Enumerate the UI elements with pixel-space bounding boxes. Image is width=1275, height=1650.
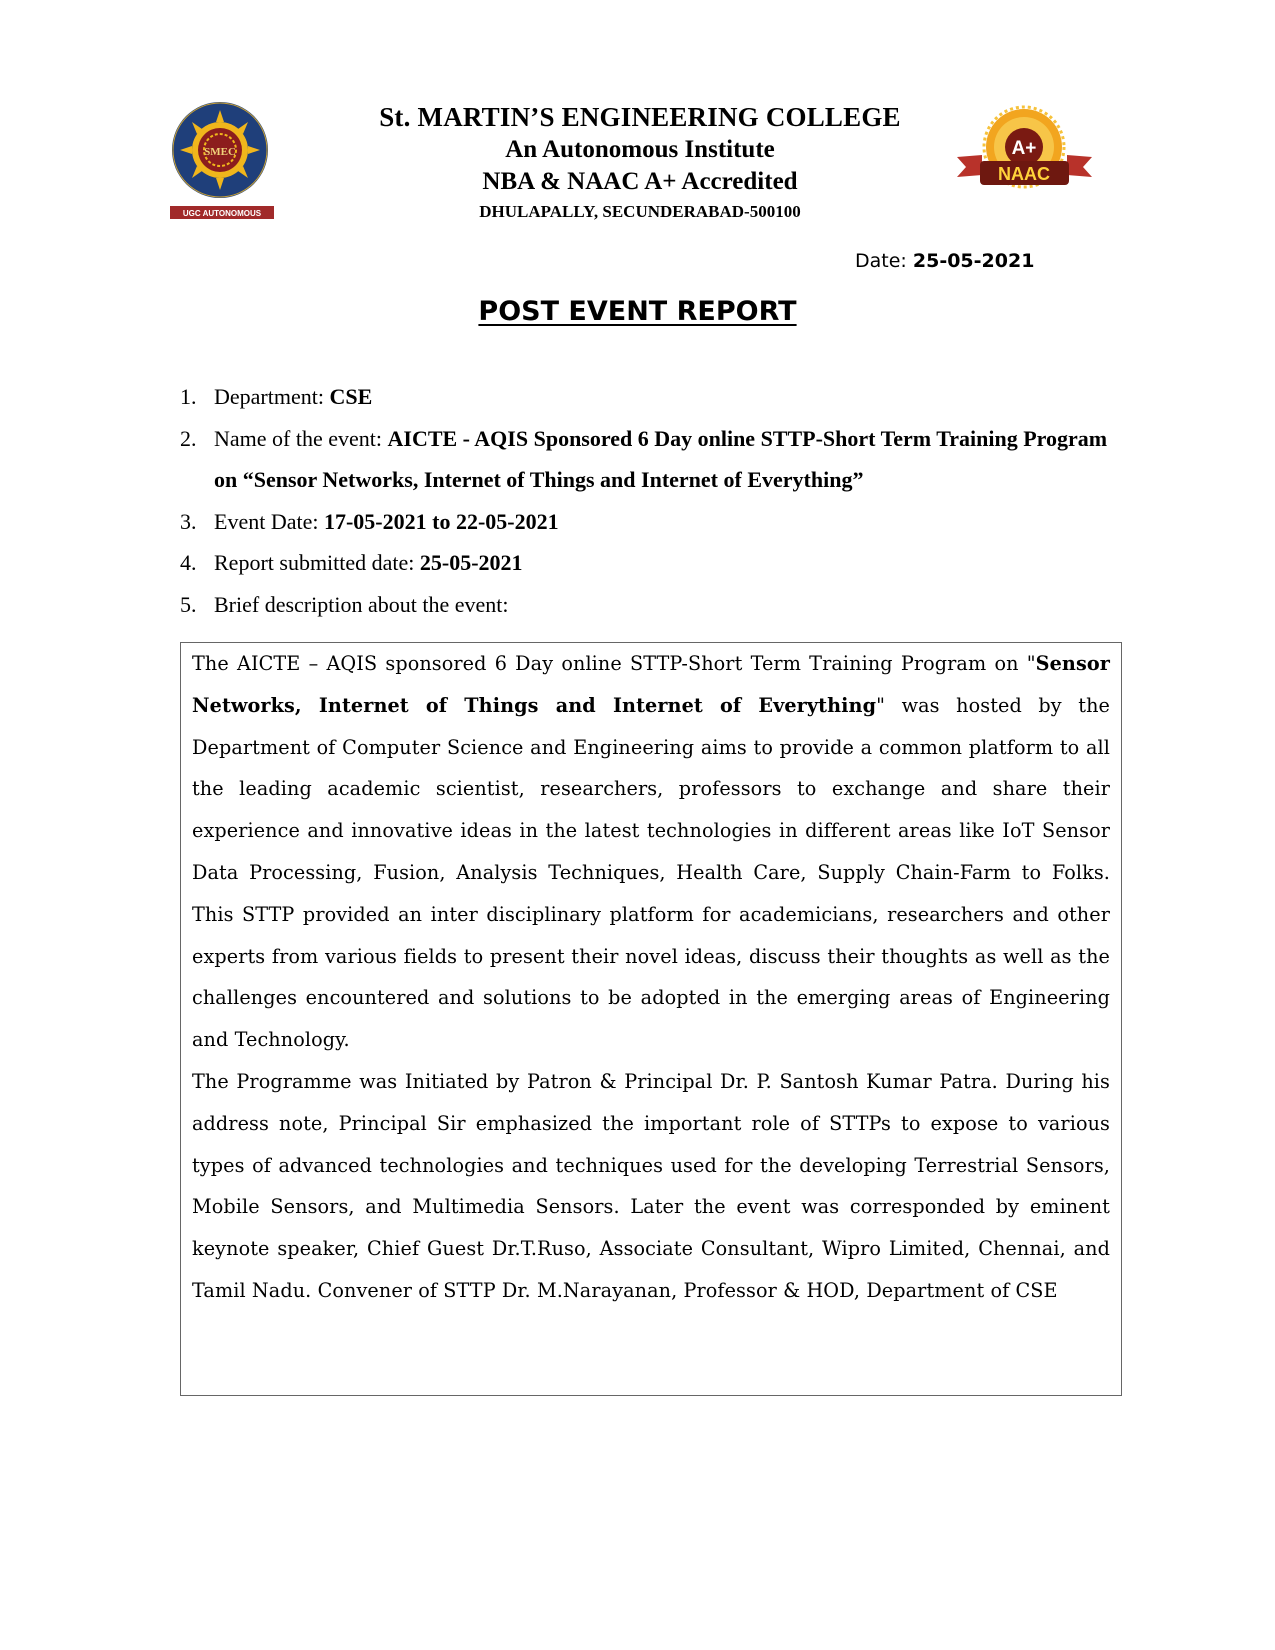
item-number: 4. — [180, 550, 197, 575]
desc-text: The AICTE – AQIS sponsored 6 Day online STTP-Short Term Training Program on " — [192, 652, 1036, 675]
logo-banner-text: UGC AUTONOMOUS — [182, 209, 262, 218]
desc-bold-title: Sensor Networks, Internet of Things and Internet of Everything — [192, 652, 1110, 717]
desc-text: " was hosted by the Department of Computer Science and Engineering aims to provide a common platform to all the leading academic scientist, researchers, professors to exchange and share their experience and innovative ideas in the latest technologies in different areas like IoT Sensor Data Processing, Fusion, Analysis Techniques, Health Care, Supply Chain-Farm to Folks. This STTP provided an inter disciplinary platform for academicians, researchers and other experts from various fields to present their novel ideas, discuss their thoughts as well as the challenges encountered and solutions to be adopted in the emerging areas of Engineering and Technology. — [192, 693, 1111, 1052]
list-item-event-name — [180, 418, 1110, 501]
logo-monogram: SMEC — [204, 146, 236, 158]
item-label: Department: — [214, 384, 330, 409]
item-number: 5. — [180, 591, 197, 617]
list-item-report-date — [180, 542, 1110, 584]
report-title-text: POST EVENT REPORT — [478, 296, 797, 327]
item-number: 1. — [180, 384, 197, 409]
page-title — [0, 296, 1275, 327]
description-paragraph-1 — [192, 643, 1110, 1061]
item-label: Event Date: — [214, 508, 324, 534]
letterhead — [0, 100, 1275, 230]
item-value: 25-05-2021 — [419, 550, 523, 575]
item-value: 17-05-2021 to 22-05-2021 — [323, 508, 559, 534]
description-paragraph-2: The Programme was Initiated by Patron & Principal Dr. P. Santosh Kumar Patra. During his address note, Principal Sir emphasized the important role of STTPs to expose to various types of advanced technologies and techniques used for the developing Terrestrial Sensors, Mobile Sensors, and Multimedia Sensors. Later the event was corresponded by eminent keynote speaker, Chief Guest Dr.T.Ruso, Associate Consultant, Wipro Limited, Chennai, and Tamil Nadu. Convener of STTP Dr. M.Narayanan, Professor & HOD, Department of CSE — [192, 1069, 1110, 1302]
naac-seal-icon — [952, 105, 1097, 200]
date-value: 25-05-2021 — [912, 250, 1035, 272]
event-details-list — [180, 376, 1110, 625]
naac-ribbon-text: NAAC — [998, 164, 1050, 184]
college-address: DHULAPALLY, SECUNDERABAD-500100 — [479, 202, 801, 221]
naac-logo — [952, 105, 1097, 200]
list-item-event-date — [180, 501, 1110, 543]
college-name: St. MARTIN’S ENGINEERING COLLEGE — [379, 102, 901, 132]
college-info — [330, 100, 950, 224]
report-date — [855, 250, 1034, 272]
item-number: 3. — [180, 508, 197, 534]
item-number: 2. — [180, 425, 197, 451]
item-label: Brief description about the event: — [214, 591, 509, 617]
college-accreditation: NBA & NAAC A+ Accredited — [482, 168, 798, 195]
naac-grade: A+ — [1011, 138, 1037, 159]
item-value: CSE — [329, 384, 373, 409]
college-emblem-icon — [168, 100, 278, 225]
item-value: AICTE - AQIS Sponsored 6 Day online STTP-Short Term Training Program on “Sensor Networks, Internet of Things and Internet of Everything” — [214, 425, 1108, 492]
list-item-department — [180, 376, 1110, 418]
date-label: Date: — [855, 250, 907, 272]
college-logo — [168, 100, 278, 225]
college-subtitle: An Autonomous Institute — [505, 136, 775, 163]
item-label: Name of the event: — [214, 425, 388, 451]
description-box — [180, 642, 1122, 1396]
list-item-description — [180, 584, 1110, 626]
item-label: Report submitted date: — [214, 550, 420, 575]
